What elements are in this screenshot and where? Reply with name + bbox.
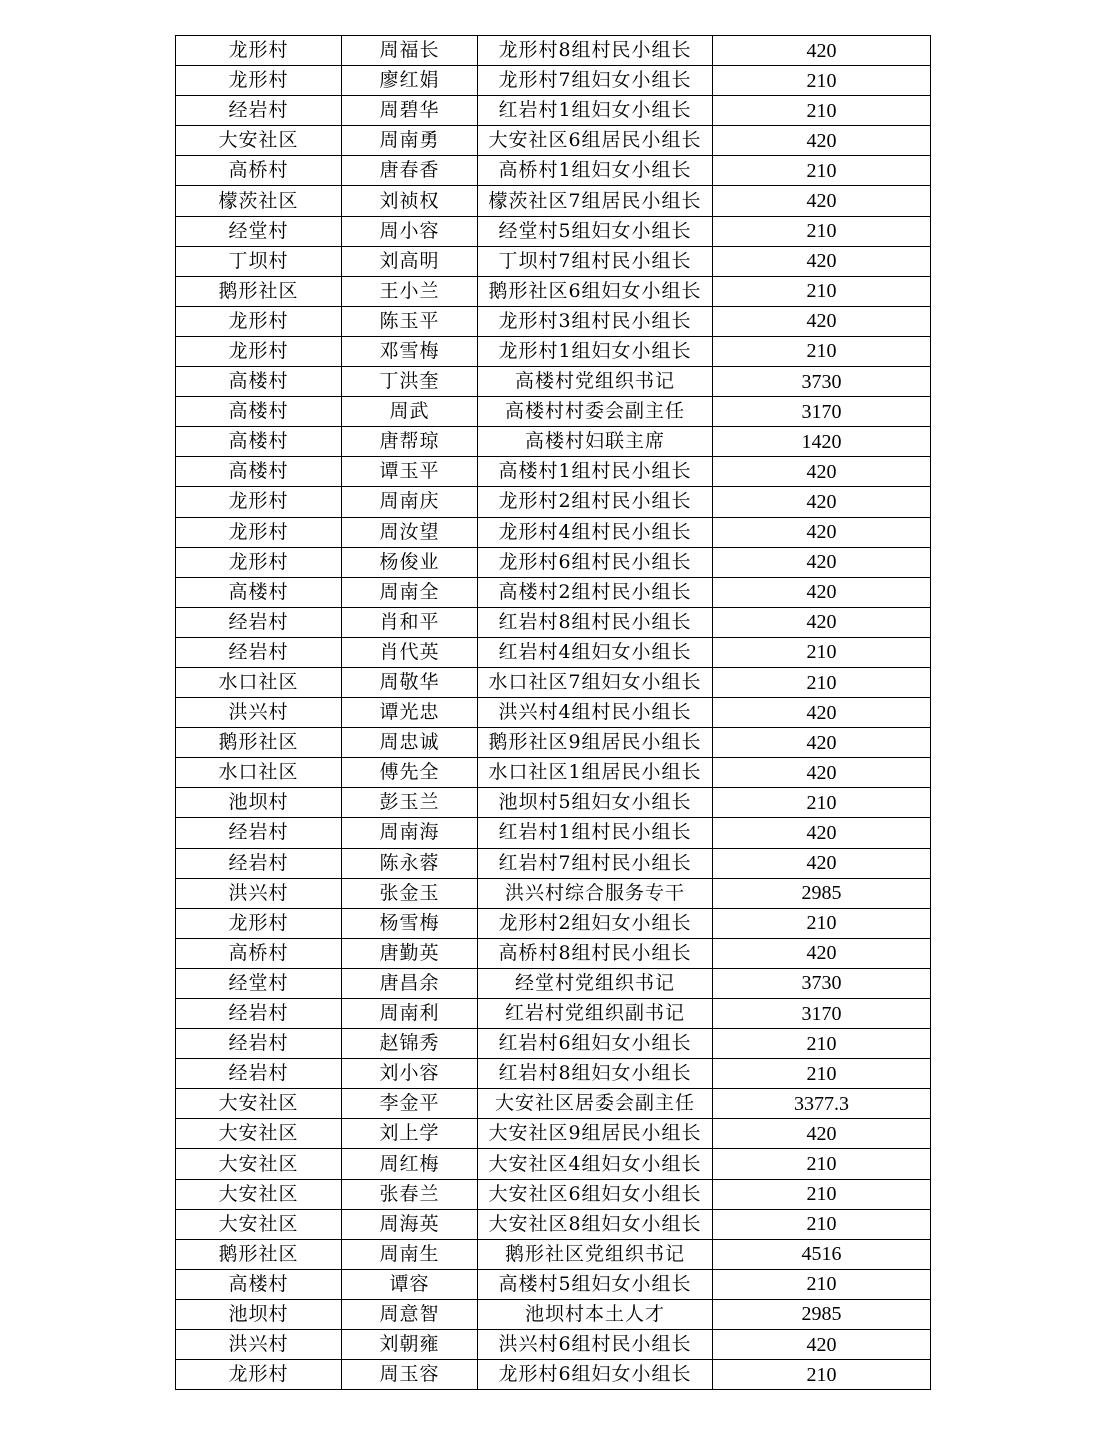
amount-cell: 210 xyxy=(713,788,931,818)
village-cell: 池坝村 xyxy=(176,1299,342,1329)
position-cell: 丁坝村7组村民小组长 xyxy=(478,246,713,276)
village-cell: 龙形村 xyxy=(176,517,342,547)
amount-cell: 420 xyxy=(713,487,931,517)
village-cell: 高桥村 xyxy=(176,156,342,186)
person-name-cell: 谭容 xyxy=(342,1269,478,1299)
village-cell: 经岩村 xyxy=(176,999,342,1029)
person-name-cell: 唐勤英 xyxy=(342,938,478,968)
table-row xyxy=(176,306,931,336)
table-row xyxy=(176,1269,931,1299)
village-cell: 龙形村 xyxy=(176,908,342,938)
amount-cell: 210 xyxy=(713,1269,931,1299)
village-cell: 高楼村 xyxy=(176,457,342,487)
table-row xyxy=(176,1119,931,1149)
position-cell: 经堂村党组织书记 xyxy=(478,968,713,998)
person-name-cell: 刘小容 xyxy=(342,1059,478,1089)
village-cell: 经堂村 xyxy=(176,968,342,998)
amount-cell: 420 xyxy=(713,728,931,758)
table-row xyxy=(176,547,931,577)
amount-cell: 210 xyxy=(713,667,931,697)
position-cell: 高楼村妇联主席 xyxy=(478,427,713,457)
village-cell: 高楼村 xyxy=(176,367,342,397)
position-cell: 高楼村1组村民小组长 xyxy=(478,457,713,487)
amount-cell: 210 xyxy=(713,66,931,96)
person-name-cell: 陈永蓉 xyxy=(342,848,478,878)
person-name-cell: 周南勇 xyxy=(342,126,478,156)
amount-cell: 1420 xyxy=(713,427,931,457)
position-cell: 龙形村1组妇女小组长 xyxy=(478,336,713,366)
table-row xyxy=(176,156,931,186)
amount-cell: 420 xyxy=(713,186,931,216)
position-cell: 高桥村8组村民小组长 xyxy=(478,938,713,968)
position-cell: 龙形村6组妇女小组长 xyxy=(478,1360,713,1390)
amount-cell: 420 xyxy=(713,698,931,728)
position-cell: 龙形村8组村民小组长 xyxy=(478,36,713,66)
position-cell: 龙形村6组村民小组长 xyxy=(478,547,713,577)
table-row xyxy=(176,1209,931,1239)
person-name-cell: 周汝望 xyxy=(342,517,478,547)
person-name-cell: 刘朝雍 xyxy=(342,1330,478,1360)
position-cell: 洪兴村4组村民小组长 xyxy=(478,698,713,728)
position-cell: 池坝村5组妇女小组长 xyxy=(478,788,713,818)
table-row xyxy=(176,397,931,427)
amount-cell: 210 xyxy=(713,276,931,306)
position-cell: 大安社区6组居民小组长 xyxy=(478,126,713,156)
person-name-cell: 刘高明 xyxy=(342,246,478,276)
village-cell: 龙形村 xyxy=(176,336,342,366)
table-row xyxy=(176,1239,931,1269)
person-name-cell: 丁洪奎 xyxy=(342,367,478,397)
position-cell: 洪兴村6组村民小组长 xyxy=(478,1330,713,1360)
table-row xyxy=(176,1360,931,1390)
amount-cell: 210 xyxy=(713,1209,931,1239)
position-cell: 高楼村村委会副主任 xyxy=(478,397,713,427)
person-name-cell: 周南海 xyxy=(342,818,478,848)
village-cell: 大安社区 xyxy=(176,1089,342,1119)
person-name-cell: 唐昌余 xyxy=(342,968,478,998)
village-cell: 鹅形社区 xyxy=(176,276,342,306)
position-cell: 鹅形社区9组居民小组长 xyxy=(478,728,713,758)
person-name-cell: 周玉容 xyxy=(342,1360,478,1390)
person-name-cell: 周南生 xyxy=(342,1239,478,1269)
amount-cell: 3170 xyxy=(713,397,931,427)
table-row xyxy=(176,1330,931,1360)
amount-cell: 210 xyxy=(713,908,931,938)
position-cell: 龙形村4组村民小组长 xyxy=(478,517,713,547)
person-name-cell: 陈玉平 xyxy=(342,306,478,336)
village-cell: 经岩村 xyxy=(176,848,342,878)
person-name-cell: 肖和平 xyxy=(342,607,478,637)
position-cell: 大安社区8组妇女小组长 xyxy=(478,1209,713,1239)
person-name-cell: 周南庆 xyxy=(342,487,478,517)
table-row xyxy=(176,758,931,788)
village-cell: 龙形村 xyxy=(176,306,342,336)
position-cell: 池坝村本土人才 xyxy=(478,1299,713,1329)
amount-cell: 420 xyxy=(713,246,931,276)
village-cell: 经岩村 xyxy=(176,818,342,848)
position-cell: 红岩村党组织副书记 xyxy=(478,999,713,1029)
village-cell: 经岩村 xyxy=(176,1059,342,1089)
person-name-cell: 刘上学 xyxy=(342,1119,478,1149)
position-cell: 红岩村7组村民小组长 xyxy=(478,848,713,878)
village-cell: 龙形村 xyxy=(176,66,342,96)
amount-cell: 210 xyxy=(713,1029,931,1059)
position-cell: 高桥村1组妇女小组长 xyxy=(478,156,713,186)
table-row xyxy=(176,367,931,397)
table-row xyxy=(176,908,931,938)
table-row xyxy=(176,457,931,487)
table-row xyxy=(176,999,931,1029)
amount-cell: 420 xyxy=(713,1330,931,1360)
amount-cell: 420 xyxy=(713,1119,931,1149)
table-row xyxy=(176,878,931,908)
person-name-cell: 张金玉 xyxy=(342,878,478,908)
position-cell: 洪兴村综合服务专干 xyxy=(478,878,713,908)
village-cell: 洪兴村 xyxy=(176,878,342,908)
amount-cell: 210 xyxy=(713,216,931,246)
amount-cell: 210 xyxy=(713,156,931,186)
village-cell: 经岩村 xyxy=(176,637,342,667)
position-cell: 高楼村2组村民小组长 xyxy=(478,577,713,607)
position-cell: 大安社区9组居民小组长 xyxy=(478,1119,713,1149)
village-cell: 大安社区 xyxy=(176,1149,342,1179)
position-cell: 高楼村5组妇女小组长 xyxy=(478,1269,713,1299)
village-cell: 鹅形社区 xyxy=(176,728,342,758)
amount-cell: 420 xyxy=(713,517,931,547)
table-row xyxy=(176,1059,931,1089)
position-cell: 经堂村5组妇女小组长 xyxy=(478,216,713,246)
position-cell: 红岩村1组村民小组长 xyxy=(478,818,713,848)
person-name-cell: 周南全 xyxy=(342,577,478,607)
amount-cell: 210 xyxy=(713,1179,931,1209)
person-name-cell: 杨雪梅 xyxy=(342,908,478,938)
village-cell: 水口社区 xyxy=(176,667,342,697)
table-row xyxy=(176,276,931,306)
person-name-cell: 唐春香 xyxy=(342,156,478,186)
amount-cell: 2985 xyxy=(713,1299,931,1329)
position-cell: 龙形村2组村民小组长 xyxy=(478,487,713,517)
position-cell: 水口社区1组居民小组长 xyxy=(478,758,713,788)
table-row xyxy=(176,66,931,96)
amount-cell: 420 xyxy=(713,547,931,577)
position-cell: 水口社区7组妇女小组长 xyxy=(478,667,713,697)
amount-cell: 210 xyxy=(713,96,931,126)
position-cell: 鹅形社区6组妇女小组长 xyxy=(478,276,713,306)
position-cell: 红岩村8组妇女小组长 xyxy=(478,1059,713,1089)
table-row xyxy=(176,186,931,216)
amount-cell: 210 xyxy=(713,1059,931,1089)
village-cell: 高楼村 xyxy=(176,397,342,427)
village-cell: 鹅形社区 xyxy=(176,1239,342,1269)
village-cell: 池坝村 xyxy=(176,788,342,818)
roster-table xyxy=(175,35,931,1390)
table-row xyxy=(176,126,931,156)
table-row xyxy=(176,1029,931,1059)
village-cell: 高桥村 xyxy=(176,938,342,968)
position-cell: 红岩村1组妇女小组长 xyxy=(478,96,713,126)
position-cell: 红岩村4组妇女小组长 xyxy=(478,637,713,667)
person-name-cell: 赵锦秀 xyxy=(342,1029,478,1059)
person-name-cell: 周意智 xyxy=(342,1299,478,1329)
person-name-cell: 周南利 xyxy=(342,999,478,1029)
person-name-cell: 彭玉兰 xyxy=(342,788,478,818)
person-name-cell: 李金平 xyxy=(342,1089,478,1119)
table-row xyxy=(176,667,931,697)
amount-cell: 210 xyxy=(713,1360,931,1390)
amount-cell: 420 xyxy=(713,126,931,156)
position-cell: 红岩村8组村民小组长 xyxy=(478,607,713,637)
village-cell: 檬茨社区 xyxy=(176,186,342,216)
village-cell: 经岩村 xyxy=(176,96,342,126)
amount-cell: 210 xyxy=(713,336,931,366)
person-name-cell: 周武 xyxy=(342,397,478,427)
person-name-cell: 周小容 xyxy=(342,216,478,246)
table-row xyxy=(176,427,931,457)
person-name-cell: 谭玉平 xyxy=(342,457,478,487)
amount-cell: 420 xyxy=(713,457,931,487)
amount-cell: 3377.3 xyxy=(713,1089,931,1119)
village-cell: 高楼村 xyxy=(176,577,342,607)
table-row xyxy=(176,517,931,547)
village-cell: 龙形村 xyxy=(176,487,342,517)
amount-cell: 420 xyxy=(713,607,931,637)
person-name-cell: 周福长 xyxy=(342,36,478,66)
table-row xyxy=(176,968,931,998)
person-name-cell: 肖代英 xyxy=(342,637,478,667)
person-name-cell: 周海英 xyxy=(342,1209,478,1239)
table-row xyxy=(176,938,931,968)
table-row xyxy=(176,698,931,728)
table-row xyxy=(176,788,931,818)
village-cell: 龙形村 xyxy=(176,1360,342,1390)
village-cell: 经岩村 xyxy=(176,607,342,637)
position-cell: 鹅形社区党组织书记 xyxy=(478,1239,713,1269)
amount-cell: 420 xyxy=(713,848,931,878)
amount-cell: 420 xyxy=(713,818,931,848)
village-cell: 高楼村 xyxy=(176,427,342,457)
amount-cell: 2985 xyxy=(713,878,931,908)
position-cell: 高楼村党组织书记 xyxy=(478,367,713,397)
amount-cell: 3730 xyxy=(713,968,931,998)
position-cell: 大安社区6组妇女小组长 xyxy=(478,1179,713,1209)
table-row xyxy=(176,1089,931,1119)
amount-cell: 210 xyxy=(713,637,931,667)
table-row xyxy=(176,728,931,758)
position-cell: 龙形村7组妇女小组长 xyxy=(478,66,713,96)
person-name-cell: 唐帮琼 xyxy=(342,427,478,457)
roster-table-body xyxy=(176,36,931,1390)
person-name-cell: 邓雪梅 xyxy=(342,336,478,366)
person-name-cell: 周红梅 xyxy=(342,1149,478,1179)
person-name-cell: 周碧华 xyxy=(342,96,478,126)
village-cell: 龙形村 xyxy=(176,547,342,577)
person-name-cell: 王小兰 xyxy=(342,276,478,306)
table-row xyxy=(176,246,931,276)
person-name-cell: 周敬华 xyxy=(342,667,478,697)
village-cell: 龙形村 xyxy=(176,36,342,66)
amount-cell: 420 xyxy=(713,306,931,336)
person-name-cell: 谭光忠 xyxy=(342,698,478,728)
position-cell: 龙形村3组村民小组长 xyxy=(478,306,713,336)
amount-cell: 420 xyxy=(713,758,931,788)
position-cell: 龙形村2组妇女小组长 xyxy=(478,908,713,938)
village-cell: 大安社区 xyxy=(176,1119,342,1149)
table-row xyxy=(176,1299,931,1329)
amount-cell: 3170 xyxy=(713,999,931,1029)
position-cell: 大安社区4组妇女小组长 xyxy=(478,1149,713,1179)
village-cell: 经堂村 xyxy=(176,216,342,246)
table-row xyxy=(176,487,931,517)
table-row xyxy=(176,336,931,366)
table-row xyxy=(176,818,931,848)
village-cell: 水口社区 xyxy=(176,758,342,788)
person-name-cell: 杨俊业 xyxy=(342,547,478,577)
person-name-cell: 傅先全 xyxy=(342,758,478,788)
amount-cell: 420 xyxy=(713,938,931,968)
table-row xyxy=(176,96,931,126)
village-cell: 经岩村 xyxy=(176,1029,342,1059)
amount-cell: 420 xyxy=(713,36,931,66)
table-row xyxy=(176,607,931,637)
amount-cell: 4516 xyxy=(713,1239,931,1269)
person-name-cell: 张春兰 xyxy=(342,1179,478,1209)
village-cell: 大安社区 xyxy=(176,1209,342,1239)
person-name-cell: 廖红娟 xyxy=(342,66,478,96)
village-cell: 洪兴村 xyxy=(176,1330,342,1360)
table-row xyxy=(176,36,931,66)
table-row xyxy=(176,848,931,878)
village-cell: 高楼村 xyxy=(176,1269,342,1299)
amount-cell: 210 xyxy=(713,1149,931,1179)
table-row xyxy=(176,216,931,246)
amount-cell: 3730 xyxy=(713,367,931,397)
table-row xyxy=(176,1149,931,1179)
table-row xyxy=(176,637,931,667)
village-cell: 大安社区 xyxy=(176,1179,342,1209)
village-cell: 大安社区 xyxy=(176,126,342,156)
table-row xyxy=(176,577,931,607)
village-cell: 洪兴村 xyxy=(176,698,342,728)
position-cell: 大安社区居委会副主任 xyxy=(478,1089,713,1119)
position-cell: 檬茨社区7组居民小组长 xyxy=(478,186,713,216)
amount-cell: 420 xyxy=(713,577,931,607)
person-name-cell: 刘祯权 xyxy=(342,186,478,216)
village-cell: 丁坝村 xyxy=(176,246,342,276)
person-name-cell: 周忠诚 xyxy=(342,728,478,758)
position-cell: 红岩村6组妇女小组长 xyxy=(478,1029,713,1059)
table-row xyxy=(176,1179,931,1209)
